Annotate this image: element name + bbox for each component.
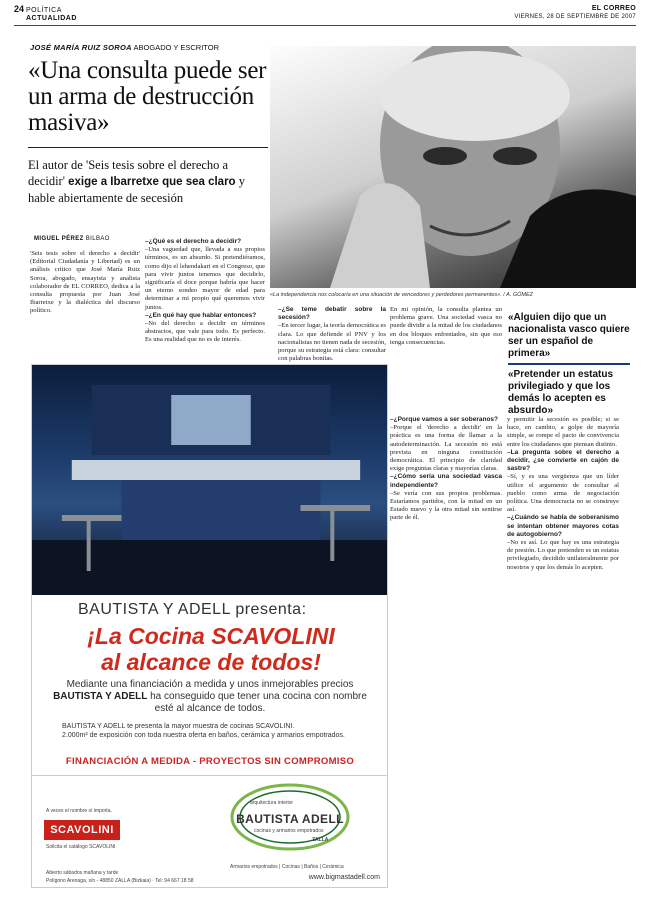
ad-slogan-line-2: al alcance de todos! xyxy=(101,649,321,675)
question: –¿Porque vamos a ser soberanos? xyxy=(390,416,499,423)
ad-promo: FINANCIACIÓN A MEDIDA - PROYECTOS SIN COMPROMISO xyxy=(65,756,355,767)
answer: y permitir la secesión es posible; si se hace, en cambio, a golpe de mayoría simple, se rompe el pacto de convivencia entre los ciudadanos que piensan distinto. xyxy=(507,416,619,448)
article-column-4-top: En mi opinión, la consulta plantea un problema grave. Una sociedad vasca no puede dividir a la mitad de los ciudadanos en dos bloques enfrentados, sin que eso tenga consecuencias. xyxy=(390,306,502,346)
article-column-3-top xyxy=(278,306,386,363)
pull-quote-divider xyxy=(508,363,630,365)
ad-details xyxy=(62,722,372,740)
interviewee-name: JOSÉ MARÍA RUIZ SOROA xyxy=(30,43,132,52)
article-column-2 xyxy=(145,238,265,345)
pull-quote-2: «Pretender un estatus privilegiado y que los demás lo acepten es absurdo» xyxy=(508,369,614,416)
newspaper-brand: EL CORREO xyxy=(591,5,636,12)
pull-quote-1: «Alguien dijo que un nacionalista vasco quiere ser un español de primera» xyxy=(508,312,630,359)
ad-title: BAUTISTA Y ADELL presenta: xyxy=(78,601,307,618)
interviewee-byline xyxy=(30,43,219,52)
reporter-name: MIGUEL PÉREZ xyxy=(34,236,84,242)
article-column-4 xyxy=(390,416,502,523)
subsection-name: ACTUALIDAD xyxy=(26,15,77,22)
ad-catalog[interactable]: Solicita el catálogo SCAVOLINI xyxy=(46,844,116,850)
answer: –En tercer lugar, la teoría democrática es clara. Lo que defiende el PNV y los nacionalistas no tienen nada de secesión, porque su estrategia está clara: consultar con palabras bonitas. xyxy=(278,322,386,363)
question: –La pregunta sobre el derecho a decidir, ¿se convierte en cajón de sastre? xyxy=(507,448,619,473)
ad-financing-line-2: ha conseguido que tener una cocina con nombre xyxy=(150,691,367,702)
ad-details-line-1: BAUTISTA Y ADELL te presenta la mayor muestra de cocinas SCAVOLINI. xyxy=(62,723,295,730)
pull-quotes xyxy=(508,312,630,417)
ad-address: Polígono Arenaga, s/n - 48850 ZALLA (Bizkaia) · Tel: 94 667 18 58 xyxy=(46,878,194,884)
question: –¿Cómo sería una sociedad vasca independiente? xyxy=(390,473,502,489)
ad-website-link[interactable]: www.bigmastadell.com xyxy=(308,874,380,881)
section-name: POLÍTICA xyxy=(25,7,62,14)
answer: –Porque el 'derecho a decidir' en la práctica es una forma de llamar a la autodeterminación. La secesión no está prevista en ninguna constitución democrática. El principio de claridad exige preguntas claras y mayorías claras. xyxy=(390,424,502,473)
article-intro: 'Seis tesis sobre el derecho a decidir' (Editorial Ciudadanía y Libertad) es un análisis crítico que José María Ruiz Soroa, abogado, ensayista y analista colaborador de EL CORREO, dedica a la consulta propuesta por Juan José Ibarretxe y la dialéctica del discurso político. xyxy=(30,250,140,315)
subhead-rule xyxy=(28,147,268,148)
answer: –Sí, y es una vergüenza que un líder utilice el argumento de consultar al pueblo como arma de negociación política. Una democracia no se construye así. xyxy=(507,473,619,514)
question: –¿Qué es el derecho a decidir? xyxy=(145,238,242,245)
headline: «Una consulta puede ser un arma de destrucción masiva» xyxy=(28,57,267,136)
ad-footer xyxy=(32,775,387,888)
question: –¿En qué hay que hablar entonces? xyxy=(145,311,257,319)
reporter-byline xyxy=(34,236,110,242)
subhead-bold: exige a Ibarretxe que sea claro xyxy=(68,176,236,188)
answer: –Una vaguedad que, llevada a sus propios términos, es un absurdo. Si pretendiéramos, como dijo el lehendakari en el Congreso, que para vivir juntos tenemos que decidirlo, significaría el doce porque habría que hacer un eterno sondeo mayor de edad para determinar a mi propio qué queremos vivir juntos. xyxy=(145,246,265,311)
ad-tagline: A veces el nombre sí importa. xyxy=(46,808,112,814)
ad-details-line-2: 2.000m² de exposición con toda nuestra oferta en baños, cerámica y armarios empotrados. xyxy=(62,732,345,739)
interviewee-role: ABOGADO Y ESCRITOR xyxy=(133,43,219,52)
subheadline xyxy=(28,157,268,206)
ad-hours: Abierto sábados mañana y tarde xyxy=(46,870,119,876)
logo-name: BAUTISTA ADELL xyxy=(236,812,344,826)
header-rule xyxy=(14,25,636,26)
ad-financing-line-1: Mediante una financiación a medida y unos inmejorables precios xyxy=(66,679,354,690)
question: –¿Cuándo se habla de soberanismo se intentan obtener mayores cotas de autogobierno? xyxy=(507,514,619,538)
issue-date: VIERNES, 28 DE SEPTIEMBRE DE 2007 xyxy=(514,14,636,20)
article-column-5 xyxy=(507,416,619,572)
ad-brand-name: BAUTISTA Y ADELL xyxy=(53,691,148,702)
kitchen-illustration xyxy=(32,365,387,595)
portrait-illustration xyxy=(270,46,636,288)
logo-subtitle: cocinas y armarios empotrados xyxy=(254,828,324,834)
logo-small-text: arquitectura interior xyxy=(250,800,294,806)
ad-services: Armarios empotrados | Cocinas | Baños | Cerámica xyxy=(230,864,344,870)
scavolini-logo: SCAVOLINI xyxy=(44,820,120,840)
question: –¿Se teme debatir sobre la secesión? xyxy=(278,306,386,322)
masthead xyxy=(514,5,636,21)
subhead-pre: El autor de 'Seis tesis sobre el derecho a decidir' xyxy=(28,158,229,188)
kitchen-photo xyxy=(32,365,387,595)
bautista-adell-logo xyxy=(230,782,350,852)
answer: –Se vería con sus propios problemas. Estaríamos partidos, con la mitad en un Estado nuevo y la otra mitad sin sentirse parte de él. xyxy=(390,489,502,522)
portrait-photo xyxy=(270,46,636,288)
ad-financing xyxy=(42,679,378,715)
ad-slogan xyxy=(46,623,376,675)
page-number: 24 xyxy=(14,4,25,14)
section-header xyxy=(14,5,77,23)
answer: –No es así. Lo que hay es una estrategia de presión. Lo que pretenden es un estatus privilegiado, decidido unilateralmente por nosotros y que los demás lo acepten. xyxy=(507,539,619,571)
photo-caption: «La independencia nos colocaría en una situación de vencedores y perdedores permanentes». / A. GÓMEZ xyxy=(270,292,534,298)
kitchen-advertisement[interactable] xyxy=(31,364,388,888)
answer: –No del derecho a decidir en términos abstractos, que vale para todo. Es perfecto. Es una realidad que no es de interés. xyxy=(145,320,265,344)
ad-financing-line-3: esté al alcance de todos. xyxy=(154,703,266,714)
ad-slogan-line-1: ¡La Cocina SCAVOLINI xyxy=(87,623,335,649)
logo-city: ZALLA xyxy=(312,837,329,843)
subhead-post: y hable abiertamente de secesión xyxy=(28,174,245,205)
reporter-place: BILBAO xyxy=(85,236,110,242)
